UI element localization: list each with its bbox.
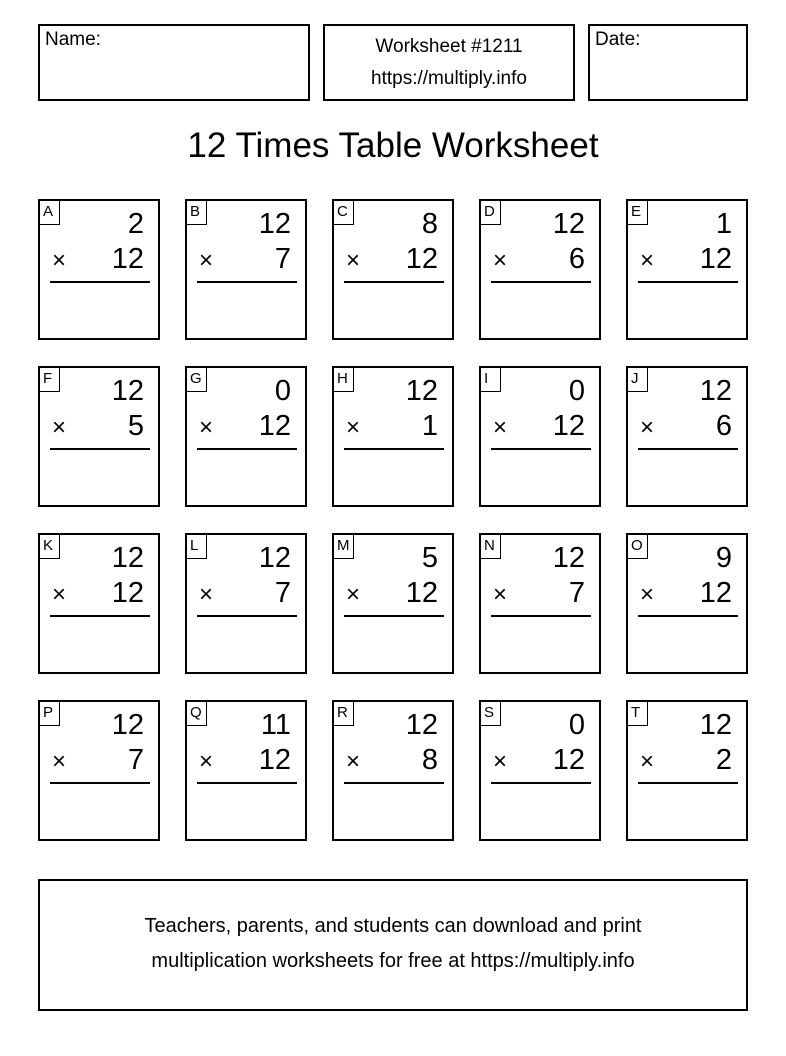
problem-bottom-number: 6 bbox=[715, 410, 732, 442]
answer-area[interactable] bbox=[481, 285, 599, 338]
problem-card bbox=[185, 700, 307, 841]
name-label: Name: bbox=[45, 29, 101, 50]
answer-line bbox=[491, 281, 591, 283]
problem-top-number: 0 bbox=[274, 375, 291, 407]
problem-bottom-number: 12 bbox=[405, 577, 438, 609]
answer-area[interactable] bbox=[40, 619, 158, 672]
problem-letter: C bbox=[334, 201, 354, 225]
problem-top-number: 12 bbox=[552, 542, 585, 574]
problem-letter: H bbox=[334, 368, 354, 392]
answer-area[interactable] bbox=[187, 452, 305, 505]
multiply-sign: × bbox=[52, 581, 67, 608]
problem-letter: N bbox=[481, 535, 501, 559]
problem-card bbox=[626, 700, 748, 841]
problem-letter: A bbox=[40, 201, 60, 225]
problem-bottom-number: 12 bbox=[552, 744, 585, 776]
multiply-sign: × bbox=[199, 247, 214, 274]
problem-letter: S bbox=[481, 702, 501, 726]
answer-area[interactable] bbox=[187, 285, 305, 338]
multiply-sign: × bbox=[640, 748, 655, 775]
answer-line bbox=[638, 615, 738, 617]
worksheet-info-box bbox=[323, 24, 575, 101]
footer-box bbox=[38, 879, 748, 1011]
problem-bottom-number: 5 bbox=[127, 410, 144, 442]
problem-top-number: 12 bbox=[699, 709, 732, 741]
problem-top-number: 0 bbox=[568, 709, 585, 741]
multiply-sign: × bbox=[52, 748, 67, 775]
problem-top-number: 12 bbox=[111, 709, 144, 741]
problem-card bbox=[185, 366, 307, 507]
answer-area[interactable] bbox=[628, 786, 746, 839]
problem-top-number: 12 bbox=[552, 208, 585, 240]
problem-top-number: 9 bbox=[715, 542, 732, 574]
answer-area[interactable] bbox=[628, 452, 746, 505]
problem-top-number: 2 bbox=[127, 208, 144, 240]
problem-top-number: 12 bbox=[111, 375, 144, 407]
date-label: Date: bbox=[595, 29, 641, 50]
problem-card bbox=[38, 199, 160, 340]
answer-line bbox=[491, 615, 591, 617]
multiply-sign: × bbox=[493, 414, 508, 441]
problem-top-number: 12 bbox=[699, 375, 732, 407]
answer-line bbox=[197, 615, 297, 617]
problem-top-number: 11 bbox=[260, 709, 291, 741]
problem-letter: G bbox=[187, 368, 207, 392]
answer-line bbox=[197, 281, 297, 283]
problem-letter: O bbox=[628, 535, 648, 559]
problem-letter: T bbox=[628, 702, 648, 726]
answer-line bbox=[344, 782, 444, 784]
answer-area[interactable] bbox=[40, 285, 158, 338]
problem-card bbox=[332, 199, 454, 340]
problem-letter: B bbox=[187, 201, 207, 225]
problem-letter: R bbox=[334, 702, 354, 726]
problem-letter: L bbox=[187, 535, 207, 559]
multiply-sign: × bbox=[493, 247, 508, 274]
problem-bottom-number: 7 bbox=[274, 577, 291, 609]
problem-bottom-number: 6 bbox=[568, 243, 585, 275]
problem-card bbox=[332, 700, 454, 841]
answer-line bbox=[638, 281, 738, 283]
page-title: 12 Times Table Worksheet bbox=[187, 126, 599, 165]
multiply-sign: × bbox=[199, 748, 214, 775]
answer-area[interactable] bbox=[481, 452, 599, 505]
problem-card bbox=[626, 533, 748, 674]
answer-line bbox=[50, 782, 150, 784]
problem-card bbox=[185, 199, 307, 340]
answer-area[interactable] bbox=[40, 786, 158, 839]
problem-bottom-number: 12 bbox=[552, 410, 585, 442]
problem-card bbox=[626, 366, 748, 507]
multiply-sign: × bbox=[52, 414, 67, 441]
problem-bottom-number: 2 bbox=[715, 744, 732, 776]
answer-area[interactable] bbox=[481, 619, 599, 672]
problem-letter: M bbox=[334, 535, 354, 559]
answer-area[interactable] bbox=[628, 285, 746, 338]
answer-line bbox=[197, 782, 297, 784]
answer-area[interactable] bbox=[187, 619, 305, 672]
problem-top-number: 1 bbox=[715, 208, 732, 240]
problem-top-number: 12 bbox=[405, 375, 438, 407]
problem-card bbox=[332, 533, 454, 674]
multiply-sign: × bbox=[52, 247, 67, 274]
answer-line bbox=[491, 782, 591, 784]
problem-card bbox=[479, 366, 601, 507]
multiply-sign: × bbox=[346, 414, 361, 441]
answer-area[interactable] bbox=[334, 285, 452, 338]
problem-letter: I bbox=[481, 368, 501, 392]
worksheet-number: Worksheet #1211 bbox=[375, 36, 523, 57]
answer-area[interactable] bbox=[481, 786, 599, 839]
problem-bottom-number: 12 bbox=[111, 243, 144, 275]
answer-line bbox=[197, 448, 297, 450]
problem-card bbox=[479, 700, 601, 841]
problem-bottom-number: 12 bbox=[699, 243, 732, 275]
problem-bottom-number: 12 bbox=[258, 744, 291, 776]
problem-top-number: 12 bbox=[258, 208, 291, 240]
multiply-sign: × bbox=[640, 247, 655, 274]
multiply-sign: × bbox=[346, 247, 361, 274]
problem-card bbox=[479, 199, 601, 340]
answer-area[interactable] bbox=[187, 786, 305, 839]
problem-card bbox=[479, 533, 601, 674]
problem-bottom-number: 12 bbox=[258, 410, 291, 442]
problem-card bbox=[626, 199, 748, 340]
multiply-sign: × bbox=[493, 748, 508, 775]
multiply-sign: × bbox=[199, 581, 214, 608]
multiply-sign: × bbox=[493, 581, 508, 608]
problem-top-number: 8 bbox=[421, 208, 438, 240]
problem-bottom-number: 1 bbox=[421, 410, 438, 442]
answer-area[interactable] bbox=[628, 619, 746, 672]
answer-line bbox=[491, 448, 591, 450]
name-box[interactable] bbox=[38, 24, 310, 101]
problem-top-number: 0 bbox=[568, 375, 585, 407]
multiply-sign: × bbox=[346, 581, 361, 608]
answer-line bbox=[50, 615, 150, 617]
problem-top-number: 12 bbox=[405, 709, 438, 741]
footer-line-2: multiplication worksheets for free at https://multiply.info bbox=[151, 950, 635, 972]
problem-letter: P bbox=[40, 702, 60, 726]
problem-bottom-number: 12 bbox=[111, 577, 144, 609]
problem-bottom-number: 7 bbox=[274, 243, 291, 275]
problem-top-number: 12 bbox=[111, 542, 144, 574]
problem-bottom-number: 8 bbox=[421, 744, 438, 776]
problem-letter: Q bbox=[187, 702, 207, 726]
problem-bottom-number: 7 bbox=[568, 577, 585, 609]
worksheet-url[interactable]: https://multiply.info bbox=[371, 68, 527, 89]
problem-top-number: 12 bbox=[258, 542, 291, 574]
footer-line-1: Teachers, parents, and students can download and print bbox=[144, 915, 642, 937]
answer-line bbox=[344, 281, 444, 283]
answer-area[interactable] bbox=[334, 786, 452, 839]
answer-area[interactable] bbox=[40, 452, 158, 505]
multiply-sign: × bbox=[199, 414, 214, 441]
answer-area[interactable] bbox=[334, 619, 452, 672]
answer-line bbox=[344, 448, 444, 450]
problem-letter: E bbox=[628, 201, 648, 225]
problem-top-number: 5 bbox=[421, 542, 438, 574]
problem-card bbox=[38, 700, 160, 841]
problem-card bbox=[332, 366, 454, 507]
date-box[interactable] bbox=[588, 24, 748, 101]
problem-letter: D bbox=[481, 201, 501, 225]
multiply-sign: × bbox=[640, 581, 655, 608]
problem-card bbox=[38, 366, 160, 507]
answer-line bbox=[638, 782, 738, 784]
problem-card bbox=[38, 533, 160, 674]
answer-line bbox=[50, 448, 150, 450]
problem-letter: F bbox=[40, 368, 60, 392]
problem-bottom-number: 12 bbox=[405, 243, 438, 275]
answer-line bbox=[50, 281, 150, 283]
problem-card bbox=[185, 533, 307, 674]
multiply-sign: × bbox=[346, 748, 361, 775]
problem-letter: J bbox=[628, 368, 648, 392]
answer-line bbox=[638, 448, 738, 450]
problem-letter: K bbox=[40, 535, 60, 559]
problem-bottom-number: 7 bbox=[127, 744, 144, 776]
problem-bottom-number: 12 bbox=[699, 577, 732, 609]
multiply-sign: × bbox=[640, 414, 655, 441]
answer-area[interactable] bbox=[334, 452, 452, 505]
answer-line bbox=[344, 615, 444, 617]
problem-grid bbox=[38, 199, 748, 841]
